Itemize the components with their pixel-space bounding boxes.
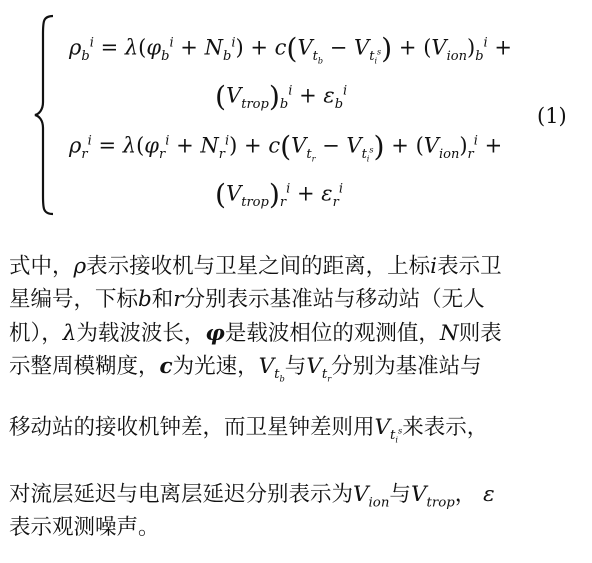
text-line: 示整周模糊度，c为光速，$V_{t_b}$与$V_{t_r}$分别为基准站与 (9, 353, 482, 384)
paragraph-definitions (9, 250, 502, 383)
text-line: 机），λ为载波波长，φ是载波相位的观测值，N则表 (9, 320, 502, 346)
text-line: 式中，ρ表示接收机与卫星之间的距离，上标i表示卫 (9, 254, 502, 279)
equation-block (35, 14, 567, 216)
paragraph-delays (9, 478, 495, 545)
equation-number: (1) (537, 104, 567, 128)
text-line: 表示观测噪声。 (9, 515, 160, 541)
left-brace (33, 14, 57, 216)
text-line: 星编号，下标b和r分别表示基准站与移动站（无人 (9, 287, 485, 313)
equation-line-1: $\rho_b^i = \lambda(\varphi_b^i + N_b^i) + c(V_{t_b} - V_{t_i^s}) + (V_{ion})_b^i$ + (69, 32, 512, 66)
equation-line-2: $(V_{trop})_b^i + \varepsilon_b^i$ (215, 80, 348, 113)
paragraph-clock: 移动站的接收机钟差，而卫星钟差则用$V_{t_i^s}$来表示， (9, 415, 489, 445)
equation-line-4: $(V_{trop})_r^i + \varepsilon_r^i$ (215, 178, 343, 211)
text-line: 对流层延迟与电离层延迟分别表示为$V_{ion}$与$V_{trop}$， ε (9, 482, 495, 511)
equation-line-3: $\rho_r^i = \lambda(\varphi_r^i + N_r^i) + c(V_{t_r} - V_{t_i^s}) + (V_{ion})_r^i$ + (69, 130, 503, 164)
